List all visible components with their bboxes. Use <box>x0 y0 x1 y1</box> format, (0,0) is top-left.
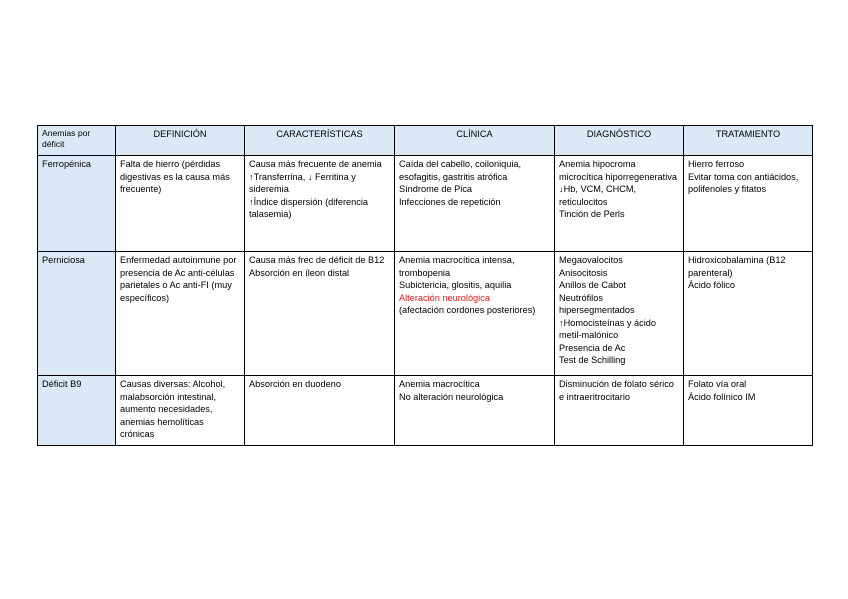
corner-header: Anemias por déficit <box>38 126 116 156</box>
cell-tratamiento <box>684 252 813 376</box>
cell-tratamiento <box>684 376 813 446</box>
neuro-alert-text: Alteración neurológica <box>399 292 490 303</box>
row-header: Déficit B9 <box>38 376 116 446</box>
cell-line: ↓Hb, VCM, CHCM, reticulocitos <box>559 184 637 207</box>
table-row <box>38 156 813 252</box>
cell-line: Folato vía oral <box>688 379 747 389</box>
cell-line: Absorción en duodeno <box>249 379 341 389</box>
cell-line: Test de Schilling <box>559 355 626 365</box>
cell-line: Disminución de folato sérico e intraeritrocitario <box>559 379 674 402</box>
cell-line: Síndrome de Pica <box>399 184 473 194</box>
cell-line: ↑Transferrina, ↓ Ferritina y sideremia <box>249 171 356 194</box>
cell-line: Ácido folínico IM <box>688 391 756 402</box>
cell-diagnostico <box>555 252 684 376</box>
cell-line: Hidroxicobalamina (B12 parenteral) <box>688 255 786 278</box>
cell-caracteristicas <box>245 156 395 252</box>
cell-line: No alteración neurológica <box>399 391 504 402</box>
cell-line: Enfermedad autoinmune por presencia de Ac anti-células parietales o Ac anti-FI (muy específicos) <box>120 255 237 303</box>
cell-caracteristicas <box>245 376 395 446</box>
cell-line: Megaovalocitos <box>559 255 623 265</box>
header-diagnostico: DIAGNÓSTICO <box>555 126 684 156</box>
cell-line: Anemia macrocítica intensa, trombopenia <box>399 255 515 278</box>
cell-line: Infecciones de repetición <box>399 196 501 207</box>
header-row <box>38 126 813 156</box>
cell-line: ↑Homocisteínas y ácido metil-malónico <box>559 317 657 340</box>
cell-line: Anemia hipocroma microcítica hiporregenerativa <box>559 159 677 182</box>
row-header: Ferropénica <box>38 156 116 252</box>
table-row <box>38 376 813 446</box>
cell-line: Causa más frecuente de anemia <box>249 159 382 169</box>
cell-tratamiento <box>684 156 813 252</box>
cell-diagnostico <box>555 156 684 252</box>
header-caracteristicas: CARACTERÍSTICAS <box>245 126 395 156</box>
header-definicion: DEFINICIÓN <box>116 126 245 156</box>
header-tratamiento: TRATAMIENTO <box>684 126 813 156</box>
cell-line: (afectación cordones posteriores) <box>399 305 536 315</box>
cell-line: Anisocitosis <box>559 267 608 278</box>
cell-definicion <box>116 252 245 376</box>
row-header: Perniciosa <box>38 252 116 376</box>
cell-definicion <box>116 376 245 446</box>
cell-line: Hierro ferroso <box>688 159 745 169</box>
cell-line: Presencia de Ac <box>559 342 626 353</box>
cell-clinica <box>395 376 555 446</box>
cell-line: Anillos de Cabot <box>559 280 626 290</box>
cell-clinica <box>395 156 555 252</box>
cell-line: Subictericia, glositis, aquilia <box>399 280 512 290</box>
cell-diagnostico <box>555 376 684 446</box>
cell-line: Caída del cabello, coiloniquia, esofagitis, gastritis atrófica <box>399 159 522 182</box>
anemias-table <box>37 125 813 446</box>
cell-line: Anemia macrocítica <box>399 379 480 389</box>
cell-line: Absorción en íleon distal <box>249 267 350 278</box>
cell-clinica <box>395 252 555 376</box>
cell-caracteristicas <box>245 252 395 376</box>
cell-line: Ácido fólico <box>688 280 735 290</box>
cell-definicion <box>116 156 245 252</box>
cell-line: Causa más frec de déficit de B12 <box>249 255 385 265</box>
cell-line: Tinción de Perls <box>559 209 625 219</box>
cell-line: Neutrófilos hipersegmentados <box>559 292 635 315</box>
table-row <box>38 252 813 376</box>
cell-line: Falta de hierro (pérdidas digestivas es la causa más frecuente) <box>120 159 230 194</box>
cell-line: ↑Índice dispersión (diferencia talasemia) <box>249 196 368 219</box>
header-clinica: CLÍNICA <box>395 126 555 156</box>
cell-line: Causas diversas: Alcohol, malabsorción intestinal, aumento necesidades, anemias hemolíticas crónicas <box>120 379 226 439</box>
cell-line: Evitar toma con antiácidos, polifenoles y fitatos <box>688 171 799 194</box>
